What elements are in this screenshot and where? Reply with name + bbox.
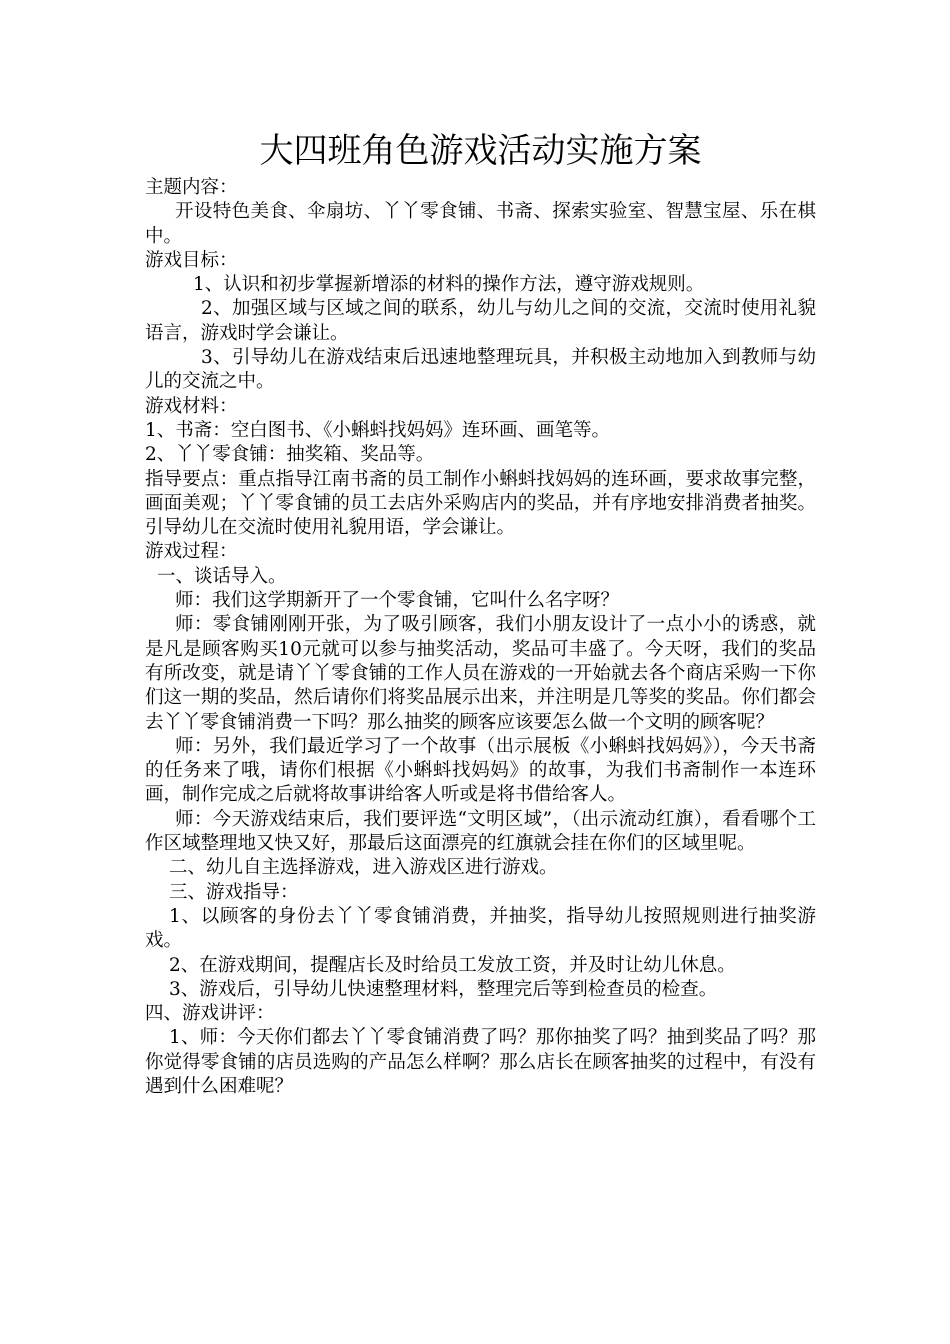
paragraph: 师：我们这学期新开了一个零食铺，它叫什么名字呀？ <box>175 590 620 612</box>
paragraph: 1、以顾客的身份去丫丫零食铺消费，并抽奖，指导幼儿按照规则进行抽奖游戏。 <box>145 905 816 952</box>
document-title: 大四班角色游戏活动实施方案 <box>259 131 702 171</box>
paragraph: 1、师：今天你们都去丫丫零食铺消费了吗？那你抽奖了吗？抽到奖品了吗？那你觉得零食铺的店员选购的产品怎么样啊？那么店长在顾客抽奖的过程中，有没有遇到什么困难呢？ <box>145 1027 816 1097</box>
paragraph: 2、在游戏期间，提醒店长及时给员工发放工资，并及时让幼儿休息。 <box>169 954 736 976</box>
paragraph: 游戏过程： <box>145 541 238 563</box>
paragraph: 1、认识和初步掌握新增添的材料的操作方法，遵守游戏规则。 <box>193 274 705 296</box>
paragraph: 游戏目标： <box>145 249 238 271</box>
paragraph: 游戏材料： <box>145 395 238 417</box>
paragraph: 2、丫丫零食铺：抽奖箱、奖品等。 <box>145 444 435 466</box>
paragraph: 师：另外，我们最近学习了一个故事（出示展板《小蝌蚪找妈妈》），今天书斋的任务来了哦，请你们根据《小蝌蚪找妈妈》的故事，为我们书斋制作一本连环画，制作完成之后就将故事讲给客人听或是将书借给客人。 <box>145 735 816 806</box>
paragraph: 1、书斋：空白图书、《小蝌蚪找妈妈》连环画、画笔等。 <box>145 419 611 441</box>
paragraph: 3、游戏后，引导幼儿快速整理材料，整理完后等到检查员的检查。 <box>169 978 718 1000</box>
paragraph: 一、谈话导入。 <box>157 565 287 587</box>
paragraph: 二、幼儿自主选择游戏，进入游戏区进行游戏。 <box>169 857 558 879</box>
paragraph: 开设特色美食、伞扇坊、丫丫零食铺、书斋、探索实验室、智慧宝屋、乐在棋中。 <box>145 201 816 247</box>
document-body <box>145 176 816 1099</box>
paragraph: 三、游戏指导： <box>169 881 299 903</box>
paragraph: 四、游戏讲评： <box>145 1003 275 1025</box>
paragraph: 2、加强区域与区域之间的联系，幼儿与幼儿之间的交流，交流时使用礼貌语言，游戏时学会谦让。 <box>145 298 816 344</box>
paragraph: 师：零食铺刚刚开张，为了吸引顾客，我们小朋友设计了一点小小的诱惑，就是凡是顾客购买10元就可以参与抽奖活动，奖品可丰盛了。今天呀，我们的奖品有所改变，就是请丫丫零食铺的工作人员在游戏的一开始就去各个商店采购一下你们这一期的奖品，然后请你们将奖品展示出来，并注明是几等奖的奖品。你们都会去丫丫零食铺消费一下吗？那么抽奖的顾客应该要怎么做一个文明的顾客呢？ <box>145 614 816 733</box>
paragraph: 3、引导幼儿在游戏结束后迅速地整理玩具，并积极主动地加入到教师与幼儿的交流之中。 <box>145 347 816 393</box>
paragraph: 师：今天游戏结束后，我们要评选“文明区域”，（出示流动红旗），看看哪个工作区域整理地又快又好，那最后这面漂亮的红旗就会挂在你们的区域里呢。 <box>145 808 816 855</box>
paragraph: 指导要点：重点指导江南书斋的员工制作小蝌蚪找妈妈的连环画，要求故事完整，画面美观；丫丫零食铺的员工去店外采购店内的奖品，并有序地安排消费者抽奖。引导幼儿在交流时使用礼貌用语，学会谦让。 <box>145 468 816 539</box>
paragraph: 主题内容： <box>145 177 238 198</box>
